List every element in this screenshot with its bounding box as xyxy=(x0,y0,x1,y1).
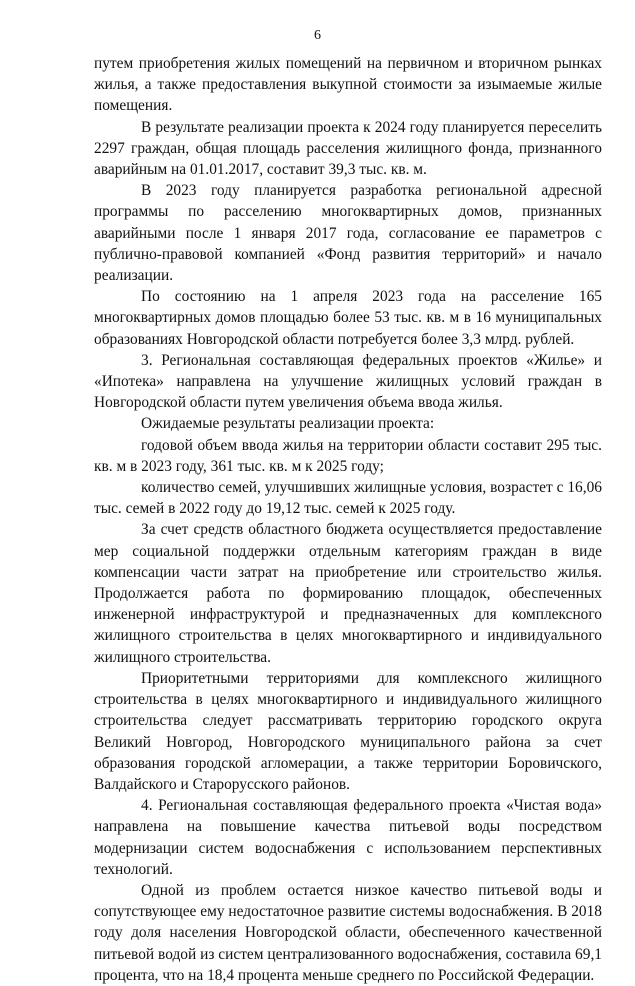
paragraph-5: 3. Региональная составляющая федеральных проектов «Жилье» и «Ипотека» направлена на улучшение жилищных условий граждан в Новгородской области путем увеличения объема ввода жилья. xyxy=(94,351,602,412)
paragraph-6: Ожидаемые результаты реализации проекта: xyxy=(141,415,435,433)
paragraph-1: путем приобретения жилых помещений на первичном и вторичном рынках жилья, а также предоставления выкупной стоимости за изымаемые жилые помещения. xyxy=(94,55,602,115)
paragraph-12: Одной из проблем остается низкое качество питьевой воды и сопутствующее ему недостаточное развитие системы водоснабжения. В 2018 году доля населения Новгородской области, обеспеченного качественной питьевой водой из систем централизованного водоснабжения, составила 69,1 процента, что на 18,4 процента меньше среднего по Российской Федерации. xyxy=(94,881,602,984)
paragraph-11: 4. Региональная составляющая федерального проекта «Чистая вода» направлена на повышение качества питьевой воды посредством модернизации систем водоснабжения с использованием перспективных технологий. xyxy=(94,797,602,878)
paragraph-8: количество семей, улучшивших жилищные условия, возрастет с 16,06 тыс. семей в 2022 году до 19,12 тыс. семей к 2025 году. xyxy=(94,479,602,518)
paragraph-10: Приоритетными территориями для комплексного жилищного строительства в целях многоквартирного и индивидуального жилищного строительства следует рассматривать территорию городского округа Великий Новгород, Новгородского муниципального района за счет образования городской агломерации, а также территории Боровичского, Валдайского и Старорусского районов. xyxy=(94,669,602,793)
paragraph-9: За счет средств областного бюджета осуществляется предоставление мер социальной поддержки отдельным категориям граждан в виде компенсации части затрат на приобретение или строительство жилья. Продолжается работа по формированию площадок, обеспеченных инженерной инфраструктурой и предназначенных для комплексного жилищного строительства в целях многоквартирного и индивидуального жилищного строительства. xyxy=(94,521,602,666)
body-text xyxy=(94,53,602,986)
page-number: 6 xyxy=(314,28,321,43)
paragraph-2: В результате реализации проекта к 2024 году планируется переселить 2297 граждан, общая площадь расселения жилищного фонда, признанного аварийным на 01.01.2017, составит 39,3 тыс. кв. м. xyxy=(94,118,602,179)
paragraph-3: В 2023 году планируется разработка региональной адресной программы по расселению многоквартирных домов, признанных аварийными после 1 января 2017 года, согласование ее параметров с публично-правовой компанией «Фонд развития территорий» и начало реализации. xyxy=(94,182,602,285)
paragraph-7: годовой объем ввода жилья на территории области составит 295 тыс. кв. м в 2023 году, 361 тыс. кв. м к 2025 году; xyxy=(94,436,602,475)
paragraph-4: По состоянию на 1 апреля 2023 года на расселение 165 многоквартирных домов площадью более 53 тыс. кв. м в 16 муниципальных образованиях Новгородской области потребуется более 3,3 млрд. рублей. xyxy=(94,288,602,348)
